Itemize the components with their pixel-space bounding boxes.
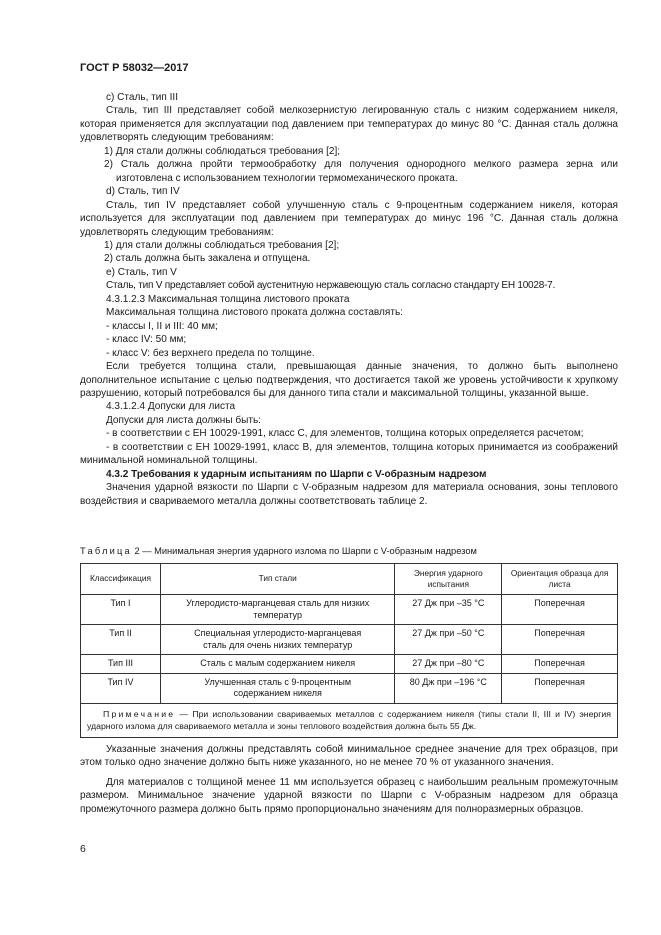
paragraph: Значения ударной вязкости по Шарпи с V-образным надрезом для материала основания, зоны теплового воздействия и свариваемого металла должны соответствовать таблице 2.: [80, 482, 618, 507]
table-cell: Тип I: [81, 595, 161, 625]
page-number: 6: [80, 843, 86, 855]
subsection-heading: c) Сталь, тип III: [106, 92, 178, 103]
subsection-heading: d) Сталь, тип IV: [106, 186, 180, 198]
impact-energy-table: [80, 563, 618, 738]
table-row: [81, 673, 618, 703]
document-header: ГОСТ Р 58032—2017: [80, 62, 189, 74]
paragraph: Для материалов с толщиной менее 11 мм используется образец с наибольшим реальным промежуточным размером. Минимальное значение ударной вязкости по Шарпи с V-образным надрезом для образца промежуточного размера должно быть прямо пропорционально значениям для полноразмерных образцов.: [80, 776, 618, 815]
table-row: [81, 625, 618, 655]
list-item: - классы I, II и III: 40 мм;: [106, 320, 218, 332]
list-item: 1) для стали должны соблюдаться требования [2];: [104, 239, 340, 251]
list-item: - класс V: без верхнего предела по толщине.: [106, 347, 315, 359]
list-item: 1) Для стали должны соблюдаться требования [2];: [104, 145, 341, 157]
table-note-label: Примечание: [103, 708, 176, 719]
paragraph: Если требуется толщина стали, превышающая данные значения, то должно быть выполнено дополнительное испытание с целью подтверждения, что достигается такой же уровень устойчивости к хрупкому разрушению, который потребовался бы для данного типа стали и максимальной толщины, указанной выше.: [80, 361, 618, 399]
paragraph: Сталь, тип V представляет собой аустенитную нержавеющую сталь согласно стандарту ЕН 10028-7.: [106, 280, 556, 292]
table-cell: Поперечная: [502, 595, 618, 625]
table-cell: Углеродисто-марганцевая сталь для низких температур: [160, 595, 395, 625]
table-note: [81, 703, 618, 737]
header-cell: Ориентация образца для листа: [502, 564, 618, 595]
table-row: [81, 595, 618, 625]
table-cell: Сталь с малым содержанием никеля: [160, 655, 395, 674]
table-cell: Поперечная: [502, 655, 618, 674]
header-cell: Тип стали: [160, 564, 395, 595]
post-table-text: [80, 743, 618, 816]
table-cell: 27 Дж при –80 °С: [395, 655, 502, 674]
table-cell: Тип II: [81, 625, 161, 655]
paragraph: Допуски для листа должны быть:: [106, 414, 261, 426]
table-note-row: [81, 703, 618, 737]
paragraph: Сталь, тип III представляет собой мелкозернистую легированную сталь с низким содержанием никеля, которая применяется для эксплуатации под давлением при температурах до минус 80 °С. Данная сталь должна удовлетворять следующим требованиям:: [80, 105, 618, 144]
paragraph: Сталь, тип IV представляет собой улучшенную сталь с 9-процентным содержанием никеля, которая используется для эксплуатации под давлением при температурах до минус 196 °С. Данная сталь должна удовлетворять следующим требованиям:: [80, 199, 618, 238]
list-item: 2) Сталь должна пройти термообработку для получения однородного мелкого размера зерна или изготовлена с использованием технологии термомеханического проката.: [104, 159, 618, 184]
table-cell: Поперечная: [502, 673, 618, 703]
table-row: [81, 655, 618, 674]
header-cell: Энергия ударного испытания: [395, 564, 502, 595]
table-caption: [80, 546, 477, 556]
main-text: [80, 91, 618, 508]
section-heading: 4.3.1.2.4 Допуски для листа: [106, 401, 236, 413]
paragraph: Максимальная толщина листового проката должна составлять:: [106, 307, 403, 319]
table-cell: Специальная углеродисто-марганцевая сталь для очень низких температур: [160, 625, 395, 655]
table-header-row: [81, 564, 618, 595]
table-cell: 27 Дж при –35 °С: [395, 595, 502, 625]
table-caption-text: 2 — Минимальная энергия ударного излома по Шарпи с V-образным надрезом: [131, 546, 477, 556]
list-item: - в соответствии с ЕН 10029-1991, класс С, для элементов, толщина которых определяется расчетом;: [106, 428, 584, 440]
table-cell: 27 Дж при –50 °С: [395, 625, 502, 655]
table-cell: Улучшенная сталь с 9-процентным содержанием никеля: [160, 673, 395, 703]
table-cell: 80 Дж при –196 °С: [395, 673, 502, 703]
list-item: - в соответствии с ЕН 10029-1991, класс В, для элементов, толщина которых принимается из соображений минимальной номинальной толщины.: [80, 441, 618, 467]
section-heading: 4.3.2 Требования к ударным испытаниям по Шарпи с V-образным надрезом: [106, 468, 487, 480]
table-note-text: — При использовании свариваемых металлов с содержанием никеля (типы стали II, III и IV) энергия ударного излома для свариваемого металла и зоны теплового воздействия должна быть 55 Дж.: [87, 708, 611, 731]
table-cell: Поперечная: [502, 625, 618, 655]
paragraph: Указанные значения должны представлять собой минимальное среднее значение для трех образцов, при этом только одно значение должно быть ниже указанного, но не менее 70 % от указанного значения.: [80, 744, 618, 769]
subsection-heading: e) Сталь, тип V: [106, 266, 177, 278]
table-caption-prefix: Таблица: [80, 546, 132, 556]
header-cell: Классификация: [81, 564, 161, 595]
section-heading: 4.3.1.2.3 Максимальная толщина листового проката: [106, 293, 350, 305]
table-cell: Тип IV: [81, 673, 161, 703]
table-cell: Тип III: [81, 655, 161, 674]
list-item: 2) сталь должна быть закалена и отпущена.: [104, 253, 311, 265]
list-item: - класс IV: 50 мм;: [106, 334, 187, 346]
